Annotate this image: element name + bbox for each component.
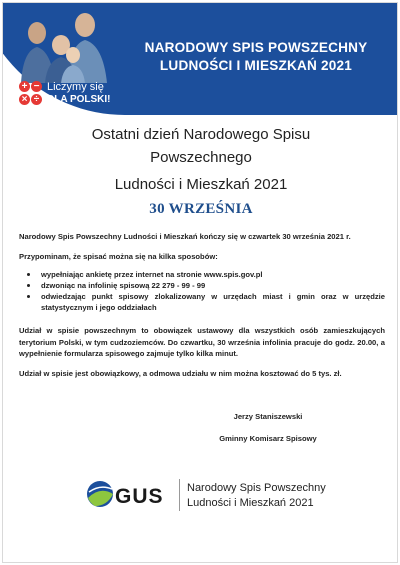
list-item: dzwoniąc na infolinię spisową 22 279 - 99 - 99: [19, 280, 385, 291]
gus-logo-text: GUS: [115, 485, 164, 508]
bullet-icon: [27, 284, 30, 287]
footer-line2: Ludności i Mieszkań 2021: [187, 497, 314, 509]
family-photo: [15, 5, 115, 83]
math-symbols-icon: + − × ÷: [19, 81, 43, 109]
bullet-icon: [27, 295, 30, 298]
ways-list: [19, 269, 385, 313]
list-item: odwiedzając punkt spisowy zlokalizowany w urzędach miast i gmin oraz w urzędzie statystycznym i jego oddziałach: [19, 291, 385, 313]
footer-divider: [179, 479, 180, 511]
document-page: [2, 2, 398, 563]
banner-title-line1: NARODOWY SPIS POWSZECHNY: [144, 40, 368, 55]
signature-name: Jerzy Staniszewski: [233, 412, 303, 421]
date-heading: 30 WRZEŚNIA: [149, 201, 253, 217]
paragraph-end-date: Narodowy Spis Powszechny Ludności i Mieszkań kończy się w czwartek 30 września 2021 r.: [19, 232, 351, 241]
banner-title: [121, 39, 391, 75]
paragraph-ways-intro: Przypominam, że spisać można się na kilka sposobów:: [19, 252, 218, 261]
paragraph-obligation: Udział w spisie powszechnym to obowiązek ustawowy dla wszystkich osób zamieszkujących terytorium Polski, w tym cudzoziemców. Do czwartku, 30 września infolinia pracuje do godz. 20.00, a wypełnienie formularza spisowego zajmuje tylko kilka minut.: [19, 326, 385, 358]
footer-line1: Narodowy Spis Powszechny: [187, 482, 326, 494]
heading-line1: Ostatni dzień Narodowego Spisu: [91, 126, 311, 143]
signature-role: Gminny Komisarz Spisowy: [219, 434, 317, 443]
bullet-icon: [27, 273, 30, 276]
paragraph-penalty: Udział w spisie jest obowiązkowy, a odmowa udziału w nim można kosztować do 5 tys. zł.: [19, 369, 342, 378]
heading-line3: Ludności i Mieszkań 2021: [114, 176, 288, 193]
heading-line2: Powszechnego: [150, 149, 252, 166]
slogan-line2: DLA POLSKI!: [47, 94, 111, 105]
list-item: wypełniając ankietę przez internet na stronie www.spis.gov.pl: [19, 269, 385, 280]
slogan-line1: Liczymy się: [47, 81, 104, 93]
census-banner: [3, 3, 398, 115]
banner-title-line2: LUDNOŚCI I MIESZKAŃ 2021: [159, 58, 353, 73]
